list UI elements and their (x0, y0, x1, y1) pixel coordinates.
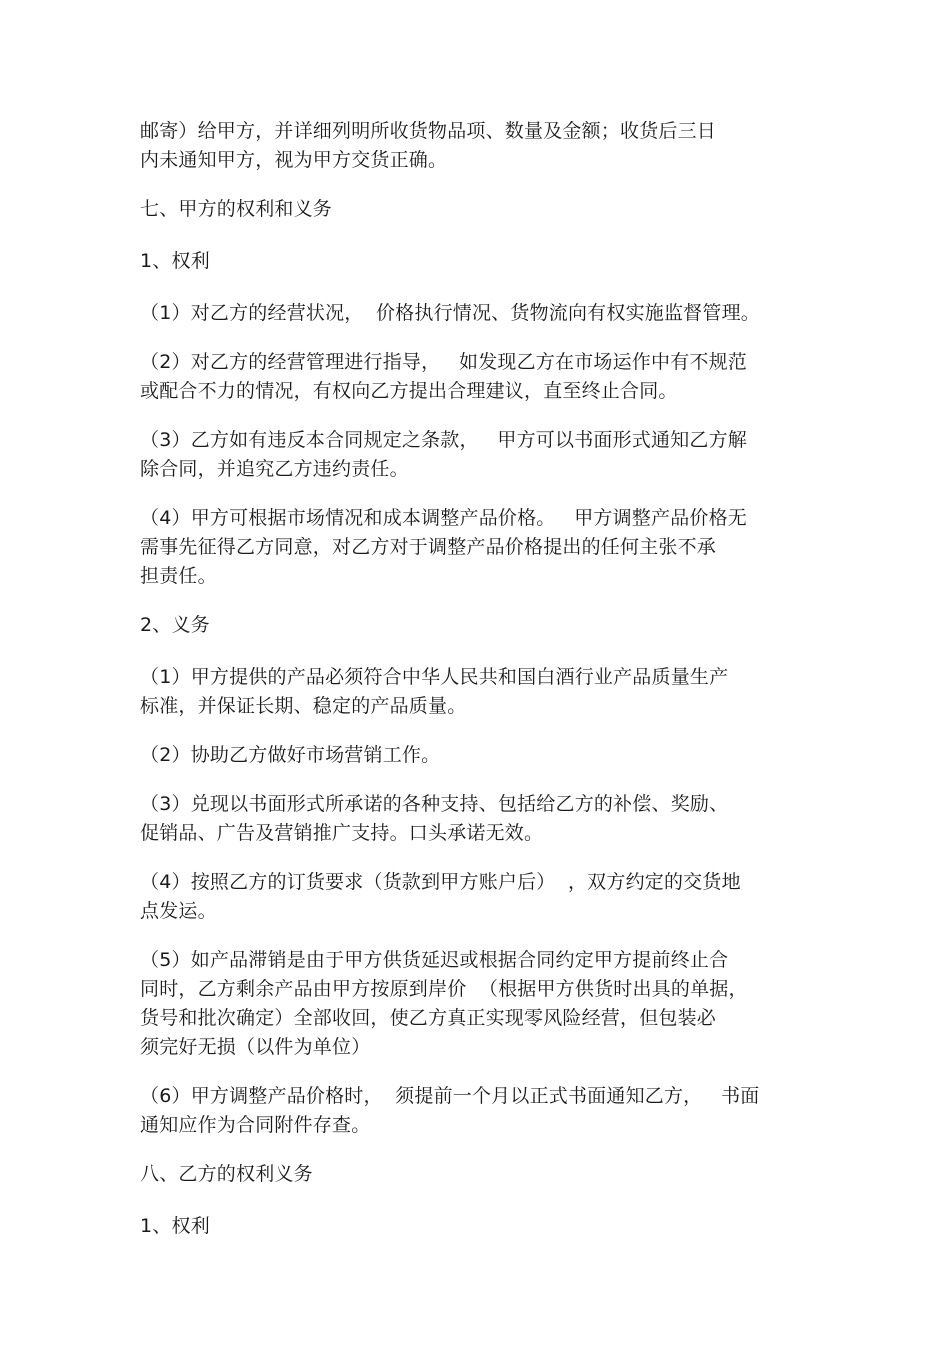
clause-obligations-1 (140, 663, 820, 721)
text-line: 同时，乙方剩余产品由甲方按原到岸价 （根据甲方供货时出具的单据， (140, 978, 748, 1000)
text-line: 须完好无损（以件为单位） (140, 1036, 371, 1058)
clause-obligations-2 (140, 741, 820, 770)
subheading-obligations (140, 611, 820, 640)
text-line: 标准，并保证长期、稳定的产品质量。 (140, 695, 467, 717)
clause-rights-3 (140, 426, 820, 484)
text-line: 或配合不力的情况，有权向乙方提出合理建议，直至终止合同。 (140, 380, 678, 402)
text-line: 通知应作为合同附件存查。 (140, 1114, 371, 1136)
document-page (140, 117, 820, 1264)
clause-rights-2 (140, 348, 820, 406)
text-line: （4）按照乙方的订货要求（货款到甲方账户后） ，双方约定的交货地 (140, 871, 741, 893)
heading-text: 2、义务 (140, 614, 210, 636)
section-heading-party-b (140, 1160, 820, 1189)
text-line: （2）对乙方的经营管理进行指导， 如发现乙方在市场运作中有不规范 (140, 351, 748, 373)
clause-obligations-6 (140, 1082, 820, 1140)
text-line: （2）协助乙方做好市场营销工作。 (140, 744, 441, 766)
text-line: （3）兑现以书面形式所承诺的各种支持、包括给乙方的补偿、奖励、 (140, 793, 729, 815)
clause-obligations-3 (140, 790, 820, 848)
text-line: （4）甲方可根据市场情况和成本调整产品价格。 甲方调整产品价格无 (140, 507, 748, 529)
text-line: 促销品、广告及营销推广支持。口头承诺无效。 (140, 822, 544, 844)
text-line: （6）甲方调整产品价格时， 须提前一个月以正式书面通知乙方， 书面 (140, 1085, 760, 1107)
text-line: 担责任。 (140, 565, 217, 587)
text-line: 点发运。 (140, 900, 217, 922)
text-line: （3）乙方如有违反本合同规定之条款， 甲方可以书面形式通知乙方解 (140, 429, 748, 451)
clause-rights-1 (140, 299, 820, 328)
subheading-rights (140, 247, 820, 276)
section-heading-party-a (140, 195, 820, 224)
text-line: 需事先征得乙方同意，对乙方对于调整产品价格提出的任何主张不承 (140, 536, 717, 558)
text-line: 邮寄）给甲方，并详细列明所收货物品项、数量及金额；收货后三日 (140, 120, 717, 142)
text-line: （5）如产品滞销是由于甲方供货延迟或根据合同约定甲方提前终止合 (140, 949, 729, 971)
text-line: （1）甲方提供的产品必须符合中华人民共和国白酒行业产品质量生产 (140, 666, 729, 688)
clause-rights-4 (140, 504, 820, 591)
heading-text: 1、权利 (140, 250, 210, 272)
heading-text: 七、甲方的权利和义务 (140, 198, 333, 220)
text-line: （1）对乙方的经营状况， 价格执行情况、货物流向有权实施监督管理。 (140, 302, 760, 324)
paragraph-delivery-confirmation (140, 117, 820, 175)
text-line: 除合同，并追究乙方违约责任。 (140, 458, 409, 480)
heading-text: 八、乙方的权利义务 (140, 1163, 313, 1185)
heading-text: 1、权利 (140, 1215, 210, 1237)
subheading-rights-b (140, 1212, 820, 1241)
clause-obligations-4 (140, 868, 820, 926)
text-line: 内未通知甲方，视为甲方交货正确。 (140, 149, 448, 171)
text-line: 货号和批次确定）全部收回，使乙方真正实现零风险经营，但包装必 (140, 1007, 717, 1029)
clause-obligations-5 (140, 946, 820, 1062)
